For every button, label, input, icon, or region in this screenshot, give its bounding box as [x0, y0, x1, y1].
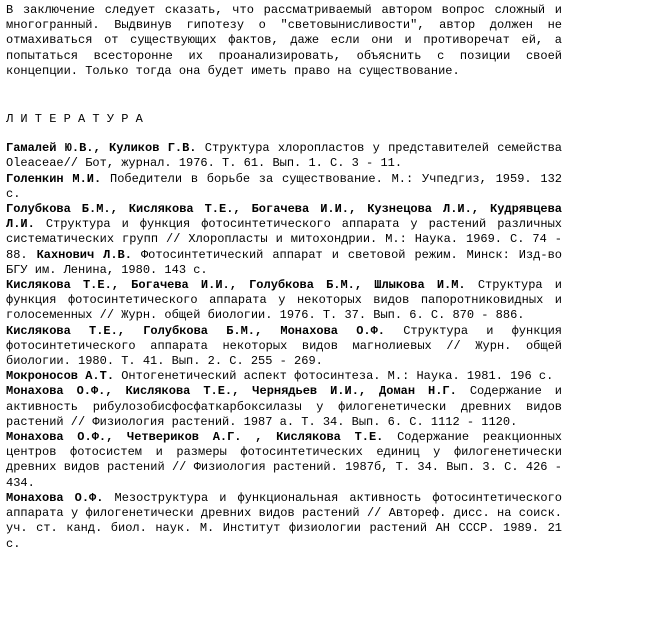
reference-text: Содержание и активность рибулозобисфосфаткарбоксилазы у филогенетически древних видов растений // Физиология растений. 1987 а. Т. 34. Вып. 6. С. 1112 - 1120.: [6, 384, 562, 429]
reference-text: Фотосинтетический аппарат и световой режим. Минск: Изд-во БГУ им. Ленина, 1980. 143 с.: [6, 247, 562, 277]
reference-text: Мезоструктура и функциональная активность фотосинтетического аппарата у филогенетически древних видов растений // Автореф. дисс. на соиск. уч. ст. канд. биол. наук. М. Институт физиологии растений АН СССР. 1989. 21 с.: [6, 490, 562, 551]
reference-text: Онтогенетический аспект фотосинтеза. М.: Наука. 1981. 196 с.: [121, 369, 554, 384]
reference-text: Структура и функция фотосинтетического аппарата у некоторых видов папоротниковидных и голосеменных // Журн. общей биологии. 1976. Т. 37. Вып. 6. С. 870 - 886.: [6, 278, 562, 323]
reference-item: [6, 202, 562, 278]
reference-authors: Монахова О.Ф.: [6, 490, 104, 505]
reference-text: Победители в борьбе за существование. М.: Учпедгиз, 1959. 132 с.: [6, 171, 562, 201]
reference-text: Структура хлоропластов у представителей семейства Oleaceae// Бот, журнал. 1976. Т. 61. Вып. 1. С. 3 - 11.: [6, 141, 563, 171]
reference-authors: Мокроносов А.Т.: [6, 369, 115, 384]
reference-authors: Голубкова Б.М., Кислякова Т.Е., Богачева И.И., Кузнецова Л.И., Кудрявцева Л.И.: [6, 202, 562, 232]
reference-authors: Кислякова Т.Е., Богачева И.И., Голубкова Б.М., Шлыкова И.М.: [6, 278, 466, 293]
reference-authors: Монахова О.Ф., Четвериков А.Г. , Кислякова Т.Е.: [6, 430, 384, 445]
reference-text: Содержание реакционных центров фотосистем и размеры фотосинтетических единиц у филогенетически древних видов растений // Физиология растений. 1987б, Т. 34. Вып. 3. С. 426 - 434.: [6, 430, 562, 490]
reference-item: [6, 172, 562, 202]
reference-authors: Кислякова Т.Е., Голубкова Б.М., Монахова О.Ф.: [6, 323, 385, 338]
reference-item: [6, 141, 562, 171]
reference-text: Структура и функция фотосинтетического аппарата у растений различных систематических групп // Хлоропласты и митохондрии. М.: Наука. 1969. С. 74 - 88.: [6, 217, 563, 262]
reference-item: [6, 430, 562, 491]
reference-item: [6, 278, 562, 324]
reference-item: [6, 369, 562, 384]
reference-item: [6, 384, 562, 430]
reference-authors: Голенкин М.И.: [6, 171, 102, 186]
conclusion-paragraph: В заключение следует сказать, что рассматриваемый автором вопрос сложный и многогранный. Выдвинув гипотезу о "световынисливости", автор должен не отмахиваться от существующих фактов, даже если они и противоречат ей, а попытаться всесторонне их проанализировать, объяснить с позиции своей концепции. Только тогда она будет иметь право на существование.: [6, 3, 562, 78]
reference-authors: Кахнович Л.В.: [36, 247, 132, 262]
reference-list: [6, 141, 562, 551]
references-heading: Л И Т Е Р А Т У Р А: [6, 112, 143, 127]
reference-authors: Гамалей Ю.В., Куликов Г.В.: [6, 141, 197, 156]
reference-text: Структура и функция фотосинтетического аппарата некоторых видов магнолиевых // Журн. общей биологии. 1980. Т. 41. Вып. 2. С. 255 - 269.: [6, 323, 563, 369]
reference-item: [6, 491, 562, 552]
reference-item: [6, 324, 562, 370]
document-page: [6, 0, 562, 552]
reference-authors: Монахова О.Ф., Кислякова Т.Е., Чернядьев И.И., Доман Н.Г.: [6, 384, 457, 399]
